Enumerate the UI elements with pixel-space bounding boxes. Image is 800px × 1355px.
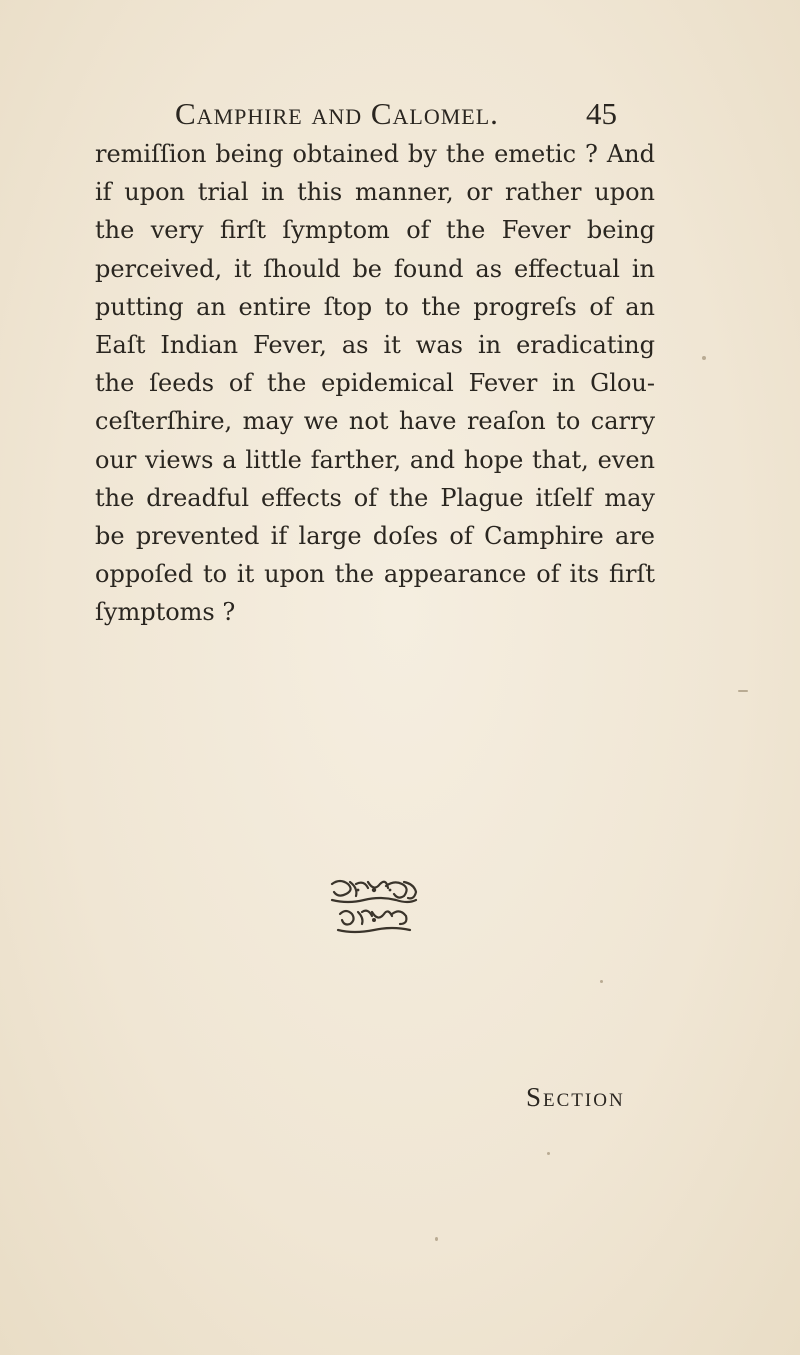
paper-speck: [600, 980, 603, 983]
text-line: be prevented if large doſes of Camphire are: [95, 522, 655, 551]
text-line: if upon trial in this manner, or rather upon: [95, 178, 655, 207]
text-line: the dreadful effects of the Plague itſelf may: [95, 483, 655, 512]
text-line: oppoſed to it upon the appearance of its firſt: [95, 560, 655, 589]
paper-speck: [738, 690, 748, 692]
text-line: remiſſion being obtained by the emetic ? And: [95, 140, 655, 168]
paper-speck: [435, 1237, 438, 1241]
text-line: perceived, it ſhould be found as effectual in: [95, 254, 655, 283]
catchword: Section: [526, 1082, 625, 1112]
printers-ornament-icon: [328, 878, 420, 948]
paper-speck: [702, 356, 706, 360]
running-head: Camphire and Calomel.: [175, 96, 499, 131]
paper-speck: [547, 1152, 550, 1155]
text-line: putting an entire ſtop to the progreſs of an: [95, 292, 655, 321]
page-number: 45: [586, 96, 617, 131]
body-paragraph: [95, 135, 655, 632]
text-line: the very firſt ſymptom of the Fever being: [95, 216, 655, 245]
text-line: the ſeeds of the epidemical Fever in Glou-: [95, 369, 655, 398]
text-line: Eaſt Indian Fever, as it was in eradicating: [95, 331, 655, 360]
text-line: our views a little farther, and hope that, even: [95, 445, 655, 474]
text-line: ſymptoms ?: [95, 598, 236, 627]
text-line: ceſterſhire, may we not have reaſon to carry: [95, 407, 655, 436]
